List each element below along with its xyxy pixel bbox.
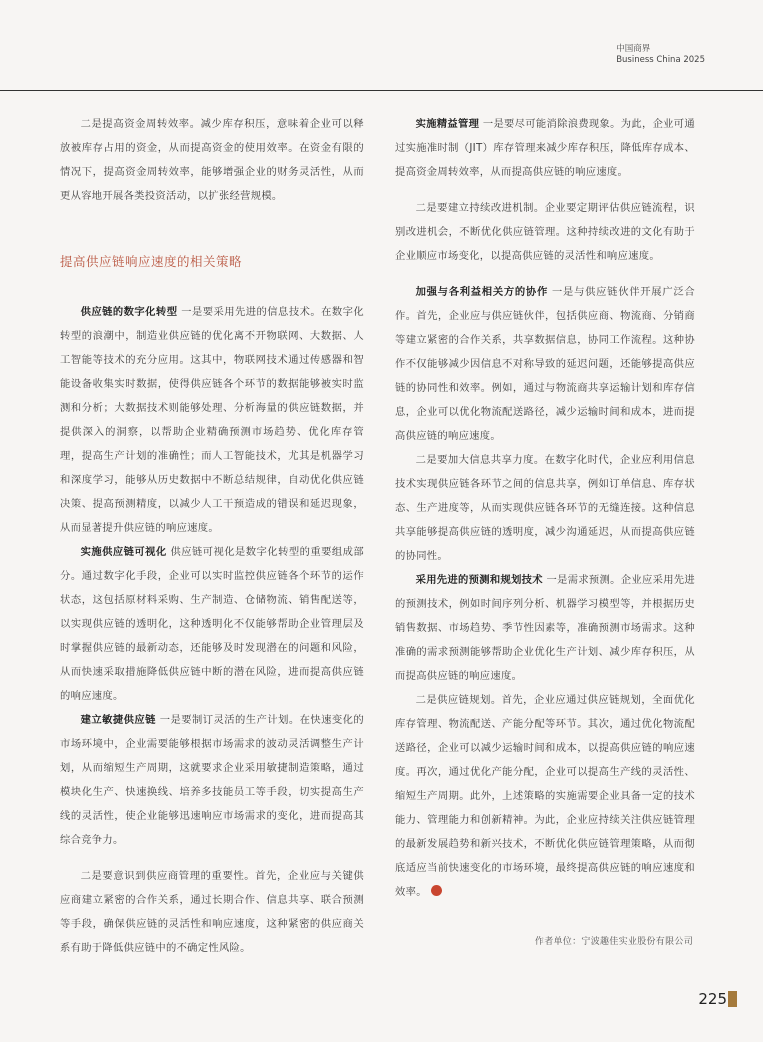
author-affiliation: 作者单位：宁波趣佳实业股份有限公司 (534, 937, 693, 947)
paragraph: 二是供应链规划。首先，企业应通过供应链规划，全面优化库存管理、物流配送、产能分配等环节。其次，通过优化物流配送路径，企业可以减少运输时间和成本，以提高供应链的响应速度。再次，通过优化产能分配，企业可以提高生产线的灵活性、缩短生产周期。此外，上述策略的实施需要企业具备一定的技术能力、管理能力和创新精神。为此，企业应持续关注供应链管理的最新发展趋势和新兴技术，不断优化供应链管理策略，从而彻底适应当前快速变化的市场环境，最终提高供应链的响应速度和效率。 (395, 694, 695, 898)
subheading: 建立敏捷供应链 (80, 714, 156, 726)
section-title: 提高供应链响应速度的相关策略 (60, 254, 243, 269)
paragraph: 实施供应链可视化 供应链可视化是数字化转型的重要组成部分。通过数字化手段，企业可以实时监控供应链各个环节的运作状态，这包括原材料采购、生产制造、仓储物流、销售配送等，以实现供应链的透明化，这种透明化不仅能够帮助企业管理层及时掌握供应链的最新动态，还能够及时发现潜在的问题和风险，从而快速采取措施降低供应链中断的潜在风险，进而提高供应链的响应速度。 (60, 546, 365, 702)
subheading: 实施精益管理 (415, 118, 480, 130)
paragraph: 实施精益管理 一是要尽可能消除浪费现象。为此，企业可通过实施准时制（JIT）库存管理来减少库存积压，降低库存成本、提高资金周转效率，从而提高供应链的响应速度。 (395, 118, 695, 178)
left-column (60, 112, 364, 960)
subheading: 实施供应链可视化 (80, 546, 167, 558)
paragraph: 加强与各利益相关方的协作 一是与供应链伙伴开展广泛合作。首先，企业应与供应链伙伴，包括供应商、物流商、分销商等建立紧密的合作关系，共享数据信息，协同工作流程。这种协作不仅能够减少因信息不对称导致的延迟问题，还能够提高供应链的协同性和效率。例如，通过与物流商共享运输计划和库存信息，企业可以优化物流配送路径，减少运输时间和成本，进而提高供应链的响应速度。 (395, 286, 695, 442)
header-cn: 中国商界 (616, 44, 651, 54)
end-mark-icon (431, 885, 442, 896)
right-column (395, 112, 695, 904)
header-en: Business China 2025 (616, 55, 705, 65)
paragraph: 采用先进的预测和规划技术 一是需求预测。企业应采用先进的预测技术，例如时间序列分析、机器学习模型等，并根据历史销售数据、市场趋势、季节性因素等，准确预测市场需求。这种准确的需求预测能够帮助企业优化生产计划、减少库存积压，从而提高供应链的响应速度。 (395, 574, 696, 682)
paragraph: 二是要加大信息共享力度。在数字化时代，企业应利用信息技术实现供应链各环节之间的信息共享，例如订单信息、库存状态、生产进度等，从而实现供应链各环节的无缝连接。这种信息共享能够提高供应链的透明度，减少沟通延迟，从而提高供应链的协同性。 (395, 454, 695, 562)
paragraph: 建立敏捷供应链 一是要制订灵活的生产计划。在快速变化的市场环境中，企业需要能够根据市场需求的波动灵活调整生产计划，从而缩短生产周期，这就要求企业采用敏捷制造策略，通过模块化生产、快速换线、培养多技能员工等手段，切实提高生产线的灵活性，使企业能够迅速响应市场需求的变化，进而提高其综合竞争力。 (60, 714, 365, 846)
page-number: 225 (698, 990, 727, 1008)
paragraph: 二是要建立持续改进机制。企业要定期评估供应链流程，识别改进机会，不断优化供应链管理。这种持续改进的文化有助于企业顺应市场变化，以提高供应链的灵活性和响应速度。 (395, 202, 695, 262)
paragraph: 二是要意识到供应商管理的重要性。首先，企业应与关键供应商建立紧密的合作关系，通过长期合作、信息共享、联合预测等手段，确保供应链的灵活性和响应速度，这种紧密的供应商关系有助于降低供应链中的不确定性风险。 (60, 870, 364, 954)
header-rule (0, 90, 763, 91)
paragraph: 供应链的数字化转型 一是要采用先进的信息技术。在数字化转型的浪潮中，制造业供应链的优化离不开物联网、大数据、人工智能等技术的充分应用。这其中，物联网技术通过传感器和智能设备收集实时数据，使得供应链各个环节的数据能够被实时监测和分析；大数据技术则能够处理、分析海量的供应链数据，并提供深入的洞察，以帮助企业精确预测市场趋势、优化库存管理，提高生产计划的准确性；而人工智能技术，尤其是机器学习和深度学习，能够从历史数据中不断总结规律，自动优化供应链决策、提高预测精度，以减少人工干预造成的错误和延迟现象，从而显著提升供应链的响应速度。 (60, 306, 364, 534)
running-header (616, 44, 705, 66)
subheading: 供应链的数字化转型 (80, 306, 178, 318)
paragraph: 二是提高资金周转效率。减少库存积压，意味着企业可以释放被库存占用的资金，从而提高资金的使用效率。在资金有限的情况下，提高资金周转效率，能够增强企业的财务灵活性，从而更从容地开展各类投资活动，以扩张经营规模。 (60, 118, 364, 202)
subheading: 加强与各利益相关方的协作 (415, 286, 548, 298)
subheading: 采用先进的预测和规划技术 (415, 574, 543, 586)
page-number-bar (728, 991, 737, 1007)
